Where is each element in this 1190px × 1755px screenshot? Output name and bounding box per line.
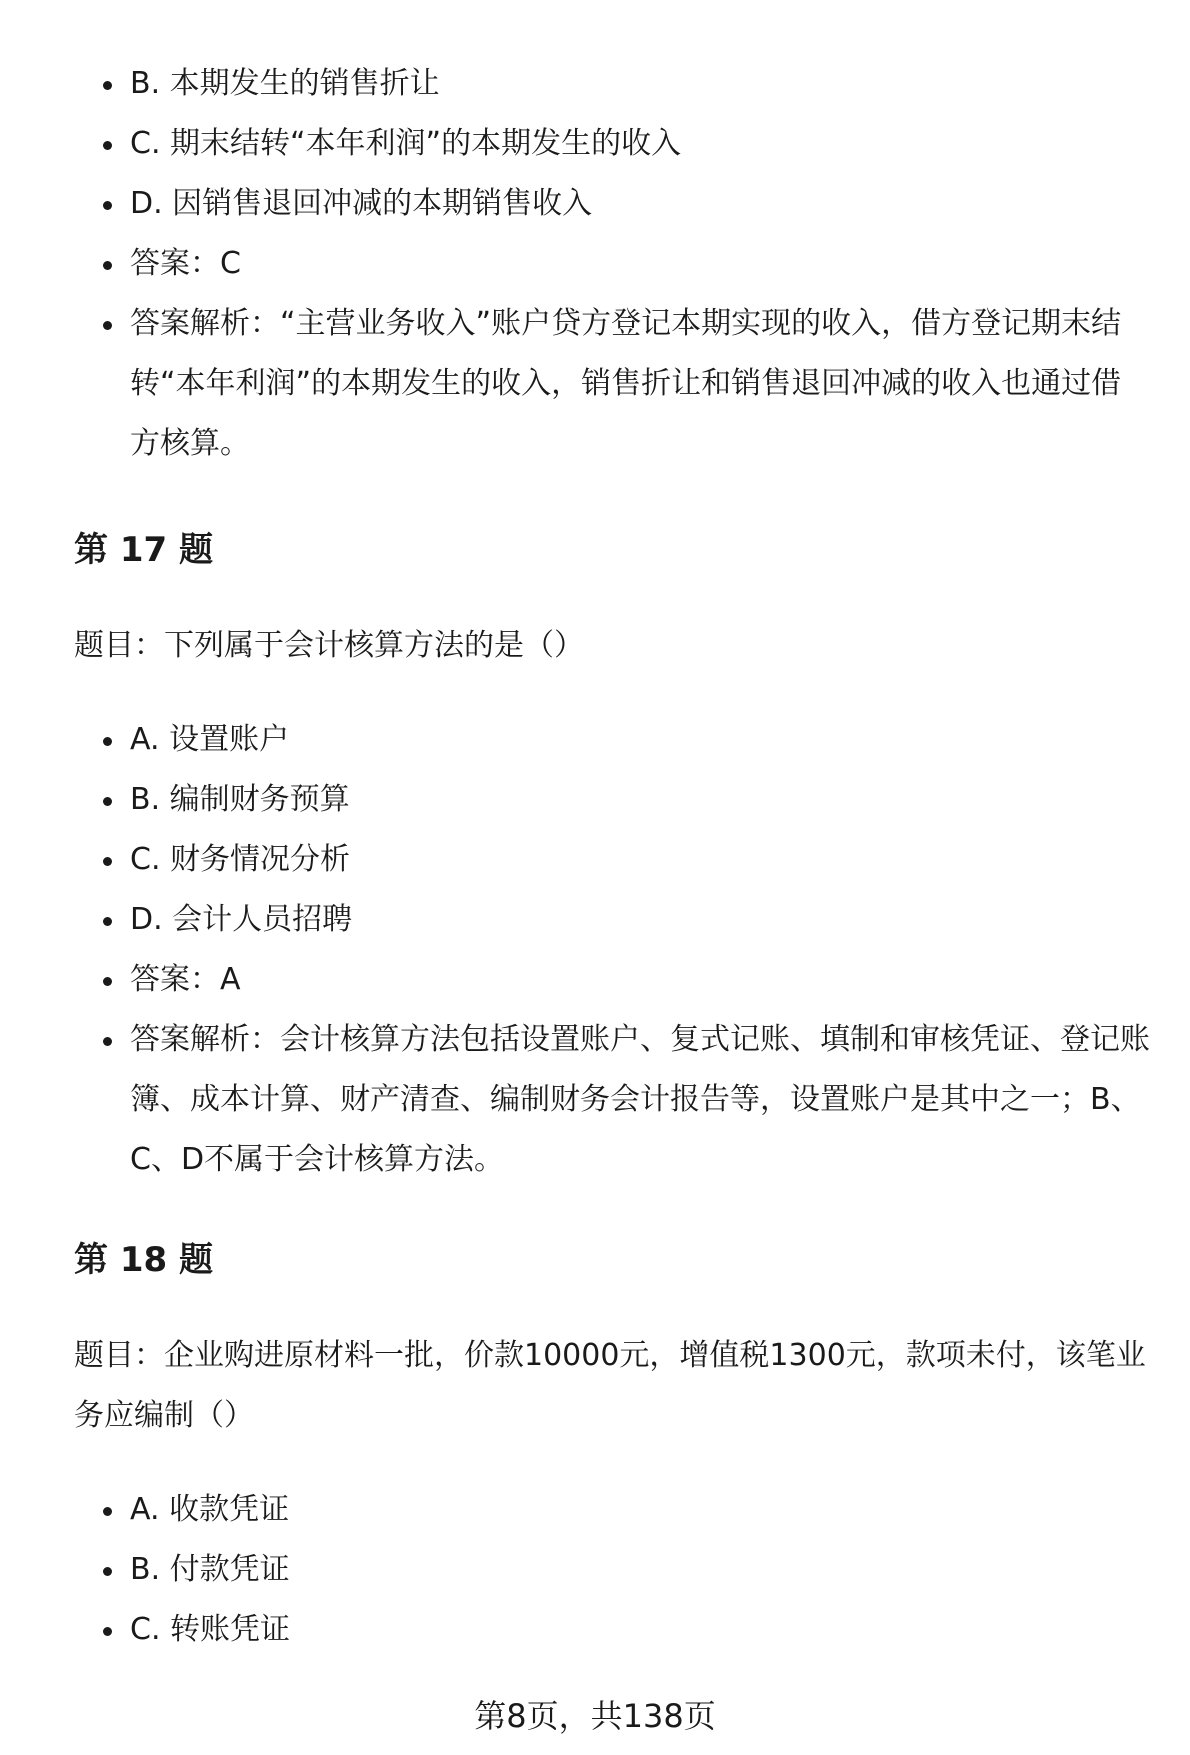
answer: 答案：C xyxy=(0,234,1190,294)
question-16-options xyxy=(0,54,1190,474)
page-number: 第8页，共138页 xyxy=(474,1697,716,1735)
option-c: C. 期末结转“本年利润”的本期发生的收入 xyxy=(0,114,1190,174)
option-a: A. 设置账户 xyxy=(0,710,1190,770)
question-18-options xyxy=(0,1480,1190,1660)
option-d: D. 因销售退回冲减的本期销售收入 xyxy=(0,174,1190,234)
option-b: B. 编制财务预算 xyxy=(0,770,1190,830)
option-c: C. 财务情况分析 xyxy=(0,830,1190,890)
question-17-text: 题目：下列属于会计核算方法的是（） xyxy=(74,628,584,663)
option-c: C. 转账凭证 xyxy=(0,1600,1190,1660)
option-b: B. 付款凭证 xyxy=(0,1540,1190,1600)
question-17-heading: 第 17 题 xyxy=(74,530,213,570)
answer-explanation: 答案解析：会计核算方法包括设置账户、复式记账、填制和审核凭证、登记账簿、成本计算、财产清查、编制财务会计报告等，设置账户是其中之一；B、C、D不属于会计核算方法。 xyxy=(0,1010,1190,1190)
answer-explanation: 答案解析：“主营业务收入”账户贷方登记本期实现的收入，借方登记期末结转“本年利润”的本期发生的收入，销售折让和销售退回冲减的收入也通过借方核算。 xyxy=(0,294,1190,474)
option-d: D. 会计人员招聘 xyxy=(0,890,1190,950)
option-a: A. 收款凭证 xyxy=(0,1480,1190,1540)
question-17-options xyxy=(0,710,1190,1190)
answer: 答案：A xyxy=(0,950,1190,1010)
question-18-text: 题目：企业购进原材料一批，价款10000元，增值税1300元，款项未付，该笔业务应编制（） xyxy=(74,1338,1146,1433)
question-18-heading: 第 18 题 xyxy=(74,1240,213,1280)
option-b: B. 本期发生的销售折让 xyxy=(0,54,1190,114)
